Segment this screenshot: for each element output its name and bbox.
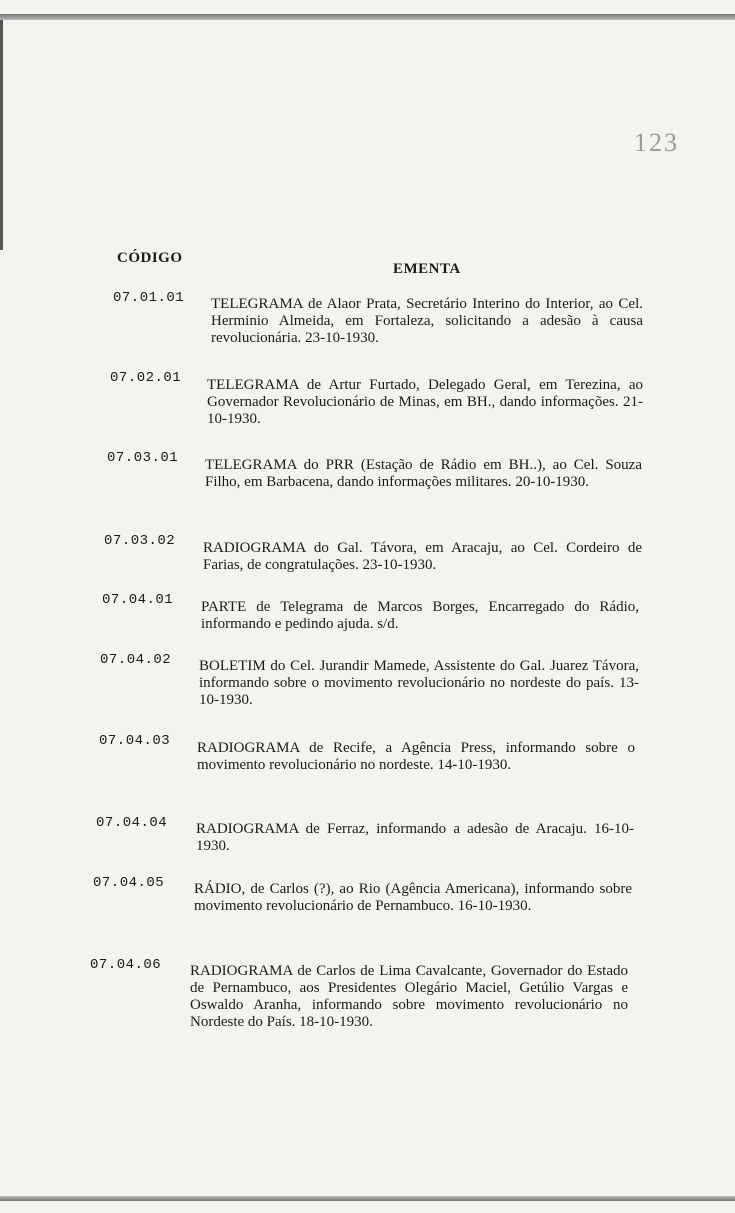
entry-code: 07.04.03 — [99, 733, 171, 749]
entry-description: TELEGRAMA do PRR (Estação de Rádio em BH..), ao Cel. Souza Filho, em Barbacena, dando informações militares. 20-10-1930. — [205, 457, 642, 490]
entry-description: RADIOGRAMA de Ferraz, informando a adesão de Aracaju. 16-10-1930. — [196, 821, 634, 854]
entry-code: 07.03.02 — [104, 533, 176, 549]
entry-code: 07.03.01 — [107, 450, 179, 466]
column-header-ementa: EMENTA — [393, 261, 461, 277]
entry-code: 07.02.01 — [110, 370, 182, 386]
scan-top-edge — [0, 14, 735, 20]
entry-code: 07.04.05 — [93, 875, 165, 891]
entry-description: RADIOGRAMA de Carlos de Lima Cavalcante, Governador do Estado de Pernambuco, aos Presidentes Olegário Maciel, Getúlio Vargas e Oswaldo Aranha, informando sobre movimento revolucionário no Nordeste do País. 18-10-1930. — [190, 963, 628, 1030]
entry-code: 07.01.01 — [113, 290, 185, 306]
page-number: 123 — [634, 128, 679, 157]
scan-bottom-edge — [0, 1196, 735, 1201]
entry-description: BOLETIM do Cel. Jurandir Mamede, Assistente do Gal. Juarez Távora, informando sobre o movimento revolucionário no nordeste do país. 13-10-1930. — [199, 658, 639, 708]
entry-description: RADIOGRAMA do Gal. Távora, em Aracaju, ao Cel. Cordeiro de Farias, de congratulações. 23-10-1930. — [203, 540, 642, 573]
entry-description: RÁDIO, de Carlos (?), ao Rio (Agência Americana), informando sobre movimento revolucionário de Pernambuco. 16-10-1930. — [194, 881, 632, 914]
entry-description: PARTE de Telegrama de Marcos Borges, Encarregado do Rádio, informando e pedindo ajuda. s/d. — [201, 599, 639, 632]
entry-code: 07.04.01 — [102, 592, 174, 608]
entry-description: TELEGRAMA de Artur Furtado, Delegado Geral, em Terezina, ao Governador Revolucionário de Minas, em BH., dando informações. 21-10-1930. — [207, 377, 643, 427]
column-header-codigo: CÓDIGO — [117, 250, 183, 266]
entry-code: 07.04.06 — [90, 957, 162, 973]
entry-description: TELEGRAMA de Alaor Prata, Secretário Interino do Interior, ao Cel. Herminio Almeida, em Fortaleza, solicitando a adesão à causa revolucionária. 23-10-1930. — [211, 296, 643, 346]
entry-description: RADIOGRAMA de Recife, a Agência Press, informando sobre o movimento revolucionário no nordeste. 14-10-1930. — [197, 740, 635, 773]
entry-code: 07.04.02 — [100, 652, 172, 668]
entry-code: 07.04.04 — [96, 815, 168, 831]
scan-left-edge — [0, 20, 3, 250]
